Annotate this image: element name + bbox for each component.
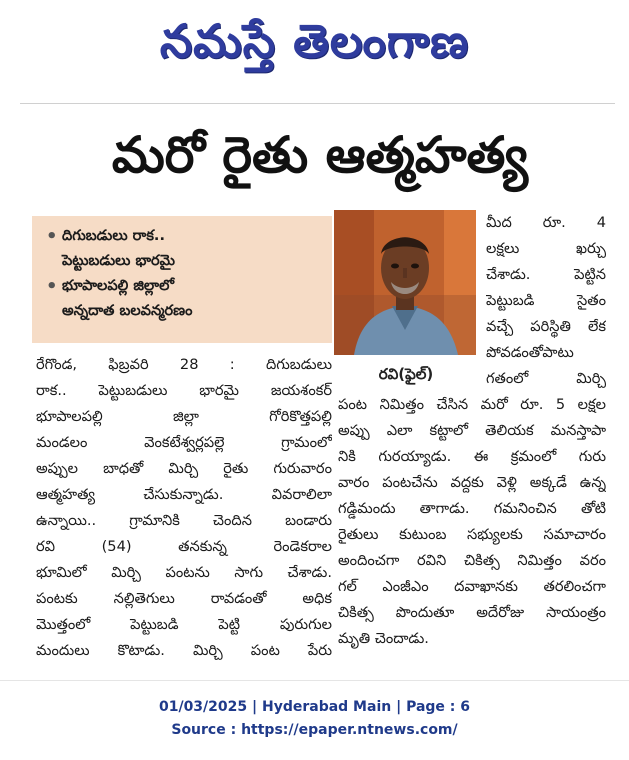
- article-line: వచ్చే పరిస్థితి లేక: [486, 318, 606, 335]
- article-line: మీద రూ. 4: [486, 214, 606, 231]
- article-line: రవి (54) తనకున్న రెండెకరాల: [36, 538, 332, 555]
- highlight-line: • భూపాలపల్లి జిల్లాలో: [46, 274, 322, 299]
- article-line: మందులు కొటాడు. మిర్చి పంట పేరు: [36, 642, 332, 659]
- article-line: లక్షలు ఖర్చు: [486, 240, 606, 257]
- footer-divider: [0, 680, 629, 681]
- newspaper-masthead: నమస్తే తెలంగాణ: [159, 14, 470, 68]
- farmer-photo: [334, 210, 476, 355]
- highlight-line: • దిగుబడులు రాక..: [46, 224, 322, 249]
- article-line: అప్పుల బాధతో మిర్చి రైతు గురువారం: [36, 460, 332, 477]
- article-line: పంట నిమిత్తం చేసిన మరో రూ. 5 లక్షల: [338, 396, 606, 413]
- article-line: భూమిలో మిర్చి పంటను సాగు చేశాడు.: [36, 564, 332, 581]
- article-line: పంటకు నల్లితెగులు రావడంతో అధిక: [36, 590, 332, 607]
- article-line: గల్ ఎంజీఎం దవాఖానకు తరలించగా: [338, 578, 606, 595]
- article-line: చికిత్స పొందుతూ అదేరోజు సాయంత్రం: [338, 604, 606, 621]
- farmer-portrait-image: [334, 210, 476, 355]
- article-line: గతంలో మిర్చి: [486, 370, 606, 387]
- highlight-line: అన్నదాత బలవన్మరణం: [62, 303, 193, 319]
- highlight-line: పెట్టుబడులు భారమై: [62, 253, 175, 269]
- photo-caption: రవి(ఫైల్): [378, 365, 434, 383]
- article-line: అప్పు ఎలా కట్టాలో తెలియక మనస్తాపా: [338, 422, 606, 439]
- article-line: మొత్తంలో పెట్టుబడి పెట్టి పురుగుల: [36, 616, 332, 633]
- article-line: నికి గురయ్యాడు. ఈ క్రమంలో గురు: [338, 448, 606, 465]
- article-line: ఉన్నాయి.. గ్రామానికి చెందిన బండారు: [36, 512, 332, 529]
- article-line: మండలం వెంకటేశ్వర్లపల్లె గ్రామంలో: [36, 434, 332, 451]
- header-divider: [20, 103, 615, 104]
- edition-info: 01/03/2025 | Hyderabad Main | Page : 6: [158, 699, 471, 715]
- article-line: గడ్డిమందు తాగాడు. గమనించిన తోటి: [338, 500, 606, 517]
- article-line: ఆత్మహత్య చేసుకున్నాడు. వివరాలిలా: [36, 486, 332, 503]
- article-line: వారం పంటచేను వద్దకు వెళ్లి అక్కడే ఉన్న: [338, 474, 606, 491]
- article-line: రైతులు కుటుంబ సభ్యులకు సమాచారం: [338, 526, 606, 543]
- article-line: రేగొండ, ఫిబ్రవరి 28 : దిగుబడులు: [36, 356, 332, 373]
- source-link[interactable]: Source : https://epaper.ntnews.com/: [171, 722, 458, 738]
- highlights-box: [32, 216, 332, 343]
- article-line: పెట్టుబడి సైతం: [486, 292, 606, 309]
- article-line: రాక.. పెట్టుబడులు భారమై జయశంకర్: [36, 382, 332, 399]
- article-line: భూపాలపల్లి జిల్లా గోరికొత్తపల్లి: [36, 408, 332, 425]
- article-line: చేశాడు. పెట్టిన: [486, 266, 606, 283]
- article-line: అందించగా రవిని చికిత్స నిమిత్తం వరం: [338, 552, 606, 569]
- article-line: పోవడంతోపాటు: [486, 344, 574, 361]
- article-headline: మరో రైతు ఆత్మహత్య: [111, 126, 529, 184]
- article-line: మృతి చెందాడు.: [338, 630, 429, 647]
